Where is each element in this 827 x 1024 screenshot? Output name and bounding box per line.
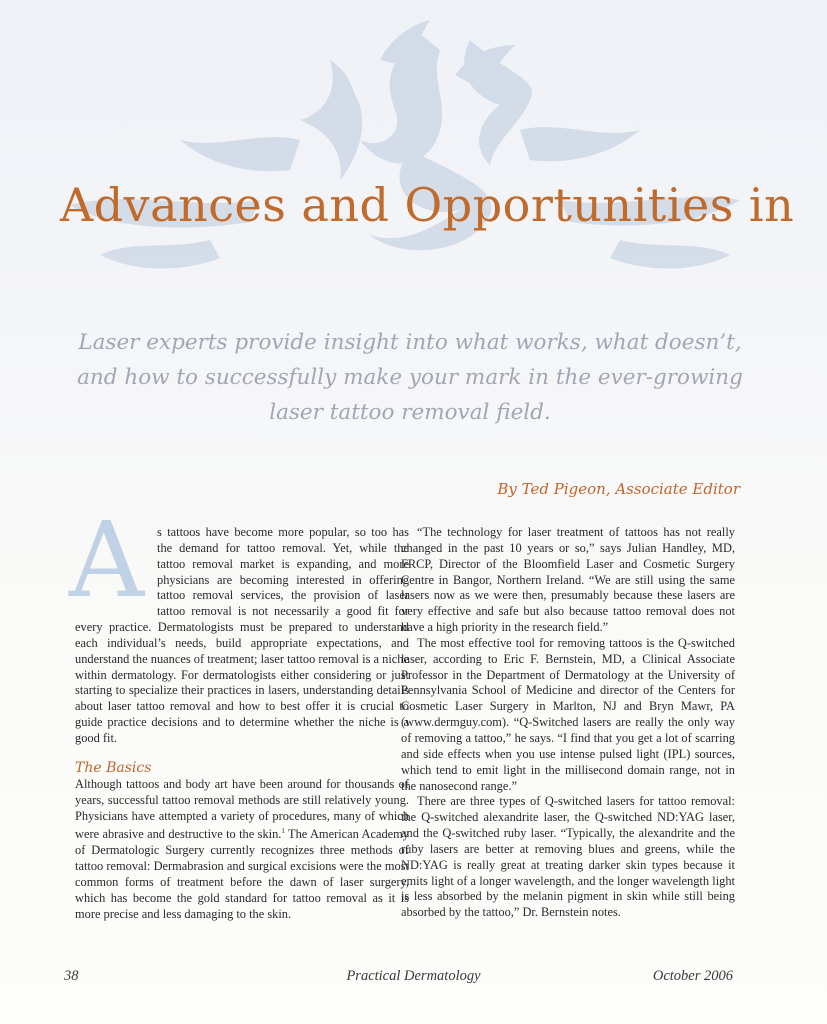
tribal-tattoo-artwork — [0, 0, 827, 330]
byline: By Ted Pigeon, Associate Editor — [497, 480, 740, 498]
footnote-ref: 1 — [281, 827, 285, 836]
section-heading: The Basics — [75, 759, 152, 776]
article-column-right — [401, 525, 735, 921]
issue-date: October 2006 — [652, 968, 733, 984]
basics-paragraph: Although tattoos and body art have been around for thousands of years, successful tattoo removal methods are still relatively young. Physicians have attempted a variety of procedures, many of which were abrasive and destructive to the skin.$^1$ The American Academy of Dermatologic Surgery currently recognizes three methods of tattoo removal: Dermabrasion and surgical excisions were the most common forms of treatment before the dawn of laser surgery, which has become the gold standard for tattoo removal as it is more precise and less damaging to the skin. — [75, 776, 409, 921]
article-title: Advances and Opportunities in — [60, 178, 795, 232]
publication-name: Practical Dermatology — [346, 968, 481, 984]
page-number: 38 — [64, 968, 79, 984]
article-deck: Laser experts provide insight into what works, what doesn’t, and how to successfully make your mark in the ever-growing laser tattoo removal field. — [77, 330, 743, 425]
article-column-left — [69, 499, 409, 923]
body-paragraph: The most effective tool for removing tattoos is the Q-switched laser, according to Eric F. Bernstein, MD, a Clinical Associate Professor in the Department of Dermatology at the University of Pennsylvania School of Medicine and director of the Centers for Cosmetic Laser Surgery in Marlton, NJ and Bryn Mawr, PA (www.dermguy.com). “Q-Switched lasers are really the only way of removing a tattoo,” he says. “I find that you get a lot of scarring and side effects when you use intense pulsed light (IPL) sources, which tend to emit light in the millisecond domain range, not in the nanosecond range.” — [401, 635, 735, 793]
drop-cap: A — [69, 499, 145, 621]
intro-paragraph: s tattoos have become more popular, so too has the demand for tattoo removal. Yet, while the tattoo removal market is expanding, and more physicians are becoming interested in offering tattoo removal services, the provision of laser tattoo removal is not necessarily a good fit for every practice. Dermatologists must be prepared to understand each individual’s needs, build appropriate expectations, and understand the nuances of treatment; laser tattoo removal is a niche within dermatology. For dermatologists either considering or just starting to specialize their practices in lasers, understanding details about laser tattoo removal and how to best offer it is crucial to guide practice decisions and to determine whether the niche is a good fit. — [75, 525, 409, 745]
body-paragraph: There are three types of Q-switched lasers for tattoo removal: the Q-switched alexandrite laser, the Q-switched ND:YAG laser, and the Q-switched ruby laser. “Typically, the alexandrite and the ruby lasers are better at removing blues and greens, while the ND:YAG is really great at treating darker skin types because it emits light of a longer wavelength, and the longer wavelength light is less absorbed by the melanin pigment in skin while still being absorbed by the tattoo,” Dr. Bernstein notes. — [401, 794, 735, 920]
body-paragraph: “The technology for laser treatment of tattoos has not really changed in the past 10 years or so,” says Julian Handley, MD, FRCP, Director of the Bloomfield Laser and Cosmetic Surgery Centre in Bangor, Northern Ireland. “We are still using the same lasers now as we were then, presumably because these lasers are very effective and safe but also because tattoo removal does not have a high priority in the research field.” — [401, 525, 735, 635]
